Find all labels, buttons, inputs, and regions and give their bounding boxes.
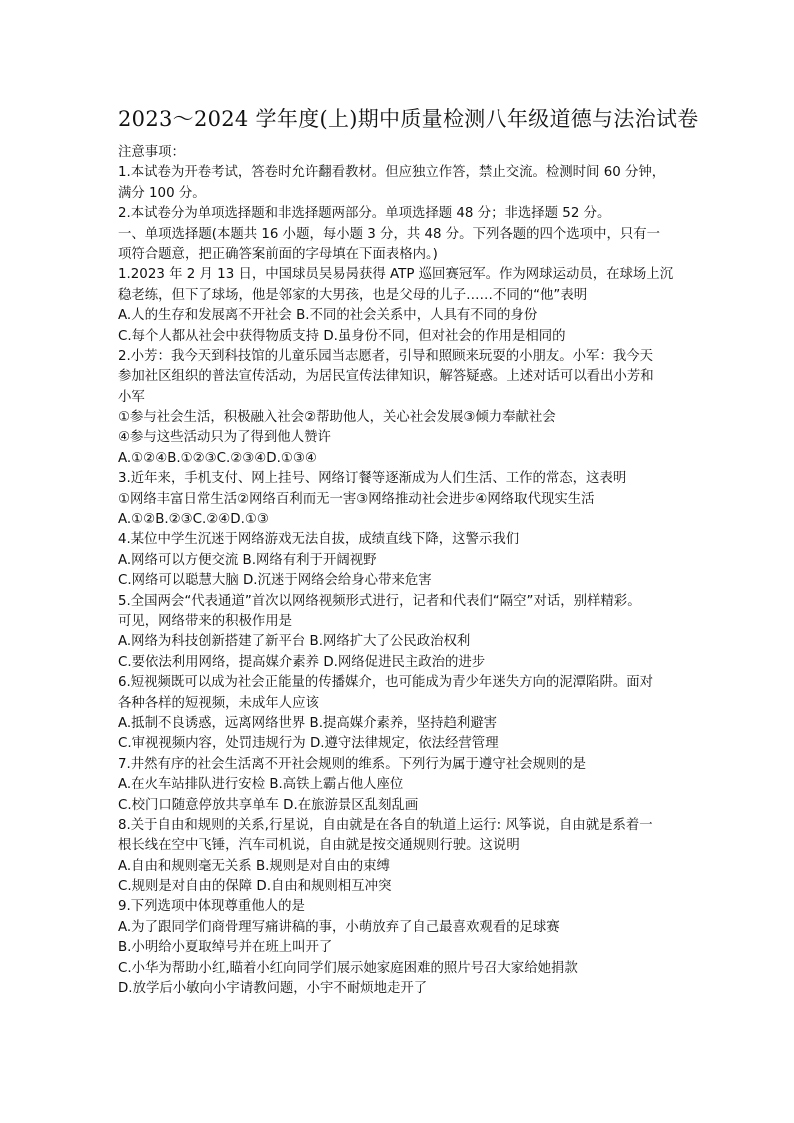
text-line: C.要依法利用网络，提高媒介素养 D.网络促进民主政治的进步 — [118, 654, 486, 670]
text-line: C.审视视频内容，处罚违规行为 D.遵守法律规定，依法经营管理 — [118, 736, 499, 752]
text-line: A.网络为科技创新搭建了新平台 B.网络扩大了公民政治权利 — [118, 634, 471, 650]
text-line: ④参与这些活动只为了得到他人赞许 — [118, 430, 331, 446]
text-line: 6.短视频既可以成为社会正能量的传播媒介，也可能成为青少年迷失方向的泥潭陷阱。面对 — [118, 675, 654, 691]
text-line: 9.下列选项中体现尊重他人的是 — [118, 899, 305, 915]
text-line: 1.2023 年 2 月 13 日，中国球员吴易昺获得 ATP 巡回赛冠军。作为网球运动员，在球场上沉 — [118, 267, 674, 283]
text-line: 7.井然有序的社会生活离不开社会规则的维系。下列行为属于遵守社会规则的是 — [118, 756, 587, 772]
page-title: 2023～2024 学年度(上)期中质量检测八年级道德与法治试卷 — [118, 107, 699, 131]
text-line: 3.近年来，手机支付、网上挂号、网络订餐等逐渐成为人们生活、工作的常态，这表明 — [118, 471, 627, 487]
text-line: 2.小芳：我今天到科技馆的儿童乐园当志愿者，引导和照顾来玩耍的小朋友。小军：我今天 — [118, 348, 654, 364]
text-line: A.人的生存和发展离不开社会 B.不同的社会关系中，人具有不同的身份 — [118, 308, 538, 324]
text-line: 可见，网络带来的积极作用是 — [118, 613, 293, 629]
text-line: 各种各样的短视频，未成年人应该 — [118, 695, 319, 711]
text-line: 注意事项： — [118, 145, 185, 160]
text-line: C.规则是对自由的保障 D.自由和规则相互冲突 — [118, 879, 392, 895]
text-line: 1.本试卷为开卷考试，答卷时允许翻看教材。但应独立作答，禁止交流。检测时间 60 分钟， — [118, 165, 666, 181]
text-line: 8.关于自由和规则的关系,行星说，自由就是在各自的轨道上运行: 风筝说，自由就是系着一 — [118, 817, 653, 833]
text-line: 2.本试卷分为单项选择题和非选择题两部分。单项选择题 48 分；非选择题 52 分。 — [118, 206, 611, 222]
text-line: D.放学后小敏向小宇请教问题，小宇不耐烦地走开了 — [118, 981, 428, 997]
text-line: 4.某位中学生沉迷于网络游戏无法自拔，成绩直线下降，这警示我们 — [118, 532, 520, 548]
text-line: 参加社区组织的普法宣传活动，为居民宣传法律知识，解答疑惑。上述对话可以看出小芳和 — [118, 369, 654, 385]
text-line: 满分 100 分。 — [118, 185, 206, 201]
text-line: C.网络可以聪慧大脑 D.沉迷于网络会给身心带来危害 — [118, 573, 432, 589]
text-line: ①网络丰富日常生活②网络百利而无一害③网络推动社会进步④网络取代现实生活 — [118, 491, 595, 507]
text-line: A.为了跟同学们商骨理写痛讲稿的事，小萌放弃了自己最喜欢观看的足球赛 — [118, 919, 560, 935]
text-line: A.①②B.②③C.②④D.①③ — [118, 512, 269, 528]
text-line: ①参与社会生活，积极融入社会②帮助他人，关心社会发展③倾力奉献社会 — [118, 410, 556, 426]
exam-body — [118, 143, 688, 999]
text-line: 项符合题意，把正确答案前面的字母填在下面表格内。) — [118, 246, 438, 262]
text-line: C.小华为帮助小红,瞄着小红向同学们展示她家庭困难的照片号召大家给她捐款 — [118, 960, 578, 976]
text-line: A.抵制不良诱惑，远离网络世界 B.提高媒介素养，坚持趋利避害 — [118, 715, 498, 731]
text-line: A.①②④B.①②③C.②③④D.①③④ — [118, 450, 317, 466]
text-line: A.在火车站排队进行安检 B.高铁上霸占他人座位 — [118, 777, 404, 793]
text-line: A.自由和规则毫无关系 B.规则是对自由的束缚 — [118, 858, 390, 874]
text-line: A.网络可以方便交流 B.网络有利于开阔视野 — [118, 552, 377, 568]
text-line: 小军 — [118, 389, 145, 405]
text-line: B.小明给小夏取绰号并在班上叫开了 — [118, 940, 333, 956]
text-line: 5.全国两会“代表通道”首次以网络视频形式进行，记者和代表们“隔空”对话，别样精彩。 — [118, 593, 641, 609]
text-line: 稳老练，但下了球场，他是邻家的大男孩，也是父母的儿子……不同的“他”表明 — [118, 287, 588, 303]
text-line: 一、单项选择题(本题共 16 小题，每小题 3 分，共 48 分。下列各题的四个选项中，只有一 — [118, 226, 661, 242]
text-line: 根长线在空中飞锤，汽车司机说，自由就是按交通规则行驶。这说明 — [118, 838, 520, 854]
text-line: C.校门口随意停放共享单车 D.在旅游景区乱刻乱画 — [118, 797, 419, 813]
text-line: C.每个人都从社会中获得物质支持 D.虽身份不同，但对社会的作用是相同的 — [118, 328, 566, 344]
